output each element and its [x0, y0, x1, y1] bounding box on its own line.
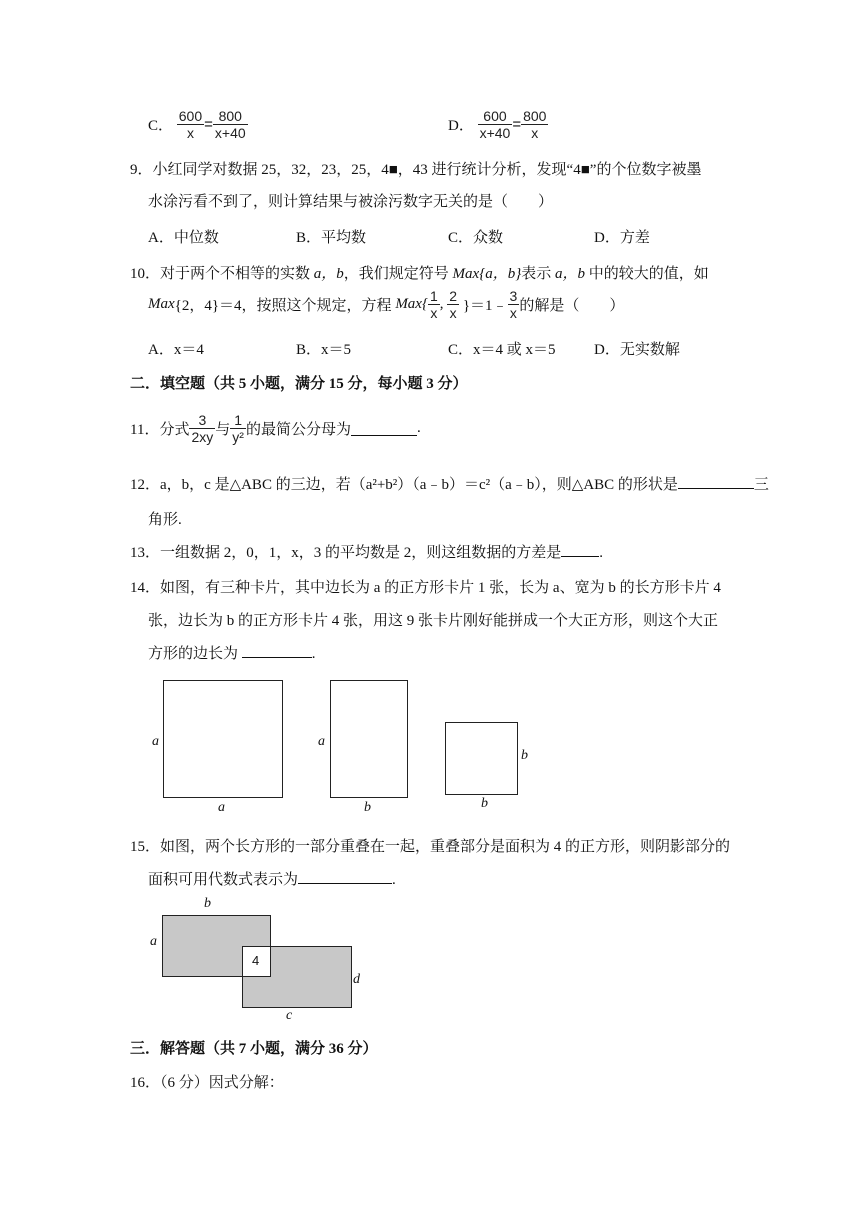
q11-text: 11．分式 $\frac{3}{2xy}$ 与 $\frac{1}{\text{y²}}$ 的最简公分母为 . — [130, 412, 421, 445]
q8-option-c-label: C． — [148, 118, 174, 134]
q14-label-rectangle-side: a — [318, 734, 325, 749]
q14-figure — [148, 670, 538, 820]
q10-fraction-3-over-x: $\frac{3}{x}$ — [509, 288, 518, 321]
q14-label-square-a-bottom: a — [218, 800, 225, 815]
q10-line-2: Max{2，4}＝4，按照这个规定，方程 Max{ $\frac{1}{x}$ , $\frac{2}{x}$ }＝1﹣ $\frac{3}{x}$ 的解是（ ） — [148, 288, 625, 321]
q11-answer-blank[interactable] — [351, 421, 417, 436]
q9-option-d: D．方差 — [594, 230, 650, 246]
q16-text: 16．（6 分）因式分解： — [130, 1075, 284, 1091]
q14-line-2: 张，边长为 b 的正方形卡片 4 张，用这 9 张卡片刚好能拼成一个大正方形，则这个大正 — [148, 613, 719, 629]
q15-label-center: 4 — [252, 953, 260, 968]
q9-option-a: A．中位数 — [148, 230, 219, 246]
q12-line-2: 角形. — [148, 512, 182, 528]
q9-line-1: 9．小红同学对数据 25，32，23，25，4■，43 进行统计分析，发现“4■”的个位数字被墨 — [130, 162, 702, 178]
q10-fraction-1-over-x: $\frac{1}{x}$ — [429, 288, 438, 321]
q14-label-rectangle-bottom: b — [364, 800, 371, 815]
q8-option-c-fraction-1: $\frac{600}{x}$ — [178, 108, 203, 141]
q9-line-2: 水涂污看不到了，则计算结果与被涂污数字无关的是（ ） — [148, 194, 554, 210]
q14-line-3: 方形的边长为 . — [148, 642, 316, 663]
q10-fraction-2-over-x: $\frac{2}{x}$ — [449, 288, 458, 321]
q10-option-b: B．x＝5 — [296, 342, 352, 358]
q14-rectangle-a-by-b — [330, 680, 408, 798]
q10-option-d: D．无实数解 — [594, 342, 680, 358]
q15-label-top: b — [204, 896, 211, 911]
q9-option-b: B．平均数 — [296, 230, 367, 246]
q15-answer-blank[interactable] — [298, 869, 392, 884]
q8-option-d-label: D． — [448, 118, 474, 134]
q11-fraction-2: $\frac{1}{\text{y²}}$ — [232, 412, 244, 445]
q14-label-square-b-side: b — [521, 748, 528, 763]
q15-line-1: 15．如图，两个长方形的一部分重叠在一起，重叠部分是面积为 4 的正方形，则阴影部分的 — [130, 839, 731, 855]
q10-option-c: C．x＝4 或 x＝5 — [448, 342, 556, 358]
q10-option-a: A．x＝4 — [148, 342, 204, 358]
q15-label-bottom: c — [286, 1008, 293, 1023]
q15-label-right: d — [353, 972, 360, 987]
q8-option-d: D． $\frac{600}{x+40}$ = $\frac{800}{x}$ — [448, 108, 547, 141]
q12-line-1: 12．a，b，c 是△ABC 的三边，若（a²+b²）（a﹣b）＝c²（a﹣b），则△ABC 的形状是 三 — [130, 473, 769, 494]
q9-option-c: C．众数 — [448, 230, 504, 246]
q13-answer-blank[interactable] — [561, 542, 599, 557]
q14-label-square-a-side: a — [152, 734, 159, 749]
q15-line-2: 面积可用代数式表示为 . — [148, 868, 396, 889]
q12-answer-blank[interactable] — [678, 474, 754, 489]
q14-square-a — [163, 680, 283, 798]
q8-option-c-fraction-2: $\frac{800}{x+40}$ — [214, 108, 246, 141]
q14-label-square-b-bottom: b — [481, 796, 488, 811]
q14-answer-blank[interactable] — [242, 643, 312, 658]
q11-fraction-1: $\frac{3}{2xy}$ — [191, 412, 214, 445]
q8-option-c: C． $\frac{600}{x}$ = $\frac{800}{x+40}$ — [148, 108, 246, 141]
q14-line-1: 14．如图，有三种卡片，其中边长为 a 的正方形卡片 1 张，长为 a、宽为 b 的长方形卡片 4 — [130, 580, 721, 596]
section-2-title: 二．填空题（共 5 小题，满分 15 分，每小题 3 分） — [130, 376, 468, 392]
section-3-title: 三．解答题（共 7 小题，满分 36 分） — [130, 1041, 378, 1057]
q15-figure — [148, 896, 368, 1024]
q10-line-1: 10．对于两个不相等的实数 a，b，我们规定符号 Max{a，b}表示 a，b 中的较大的值，如 — [130, 266, 709, 282]
q14-square-b — [445, 722, 518, 795]
q8-option-d-fraction-1: $\frac{600}{x+40}$ — [479, 108, 511, 141]
q8-option-d-fraction-2: $\frac{800}{x}$ — [523, 108, 547, 141]
q13-text: 13．一组数据 2，0，1，x，3 的平均数是 2，则这组数据的方差是 . — [130, 541, 603, 562]
q15-label-left: a — [150, 934, 157, 949]
